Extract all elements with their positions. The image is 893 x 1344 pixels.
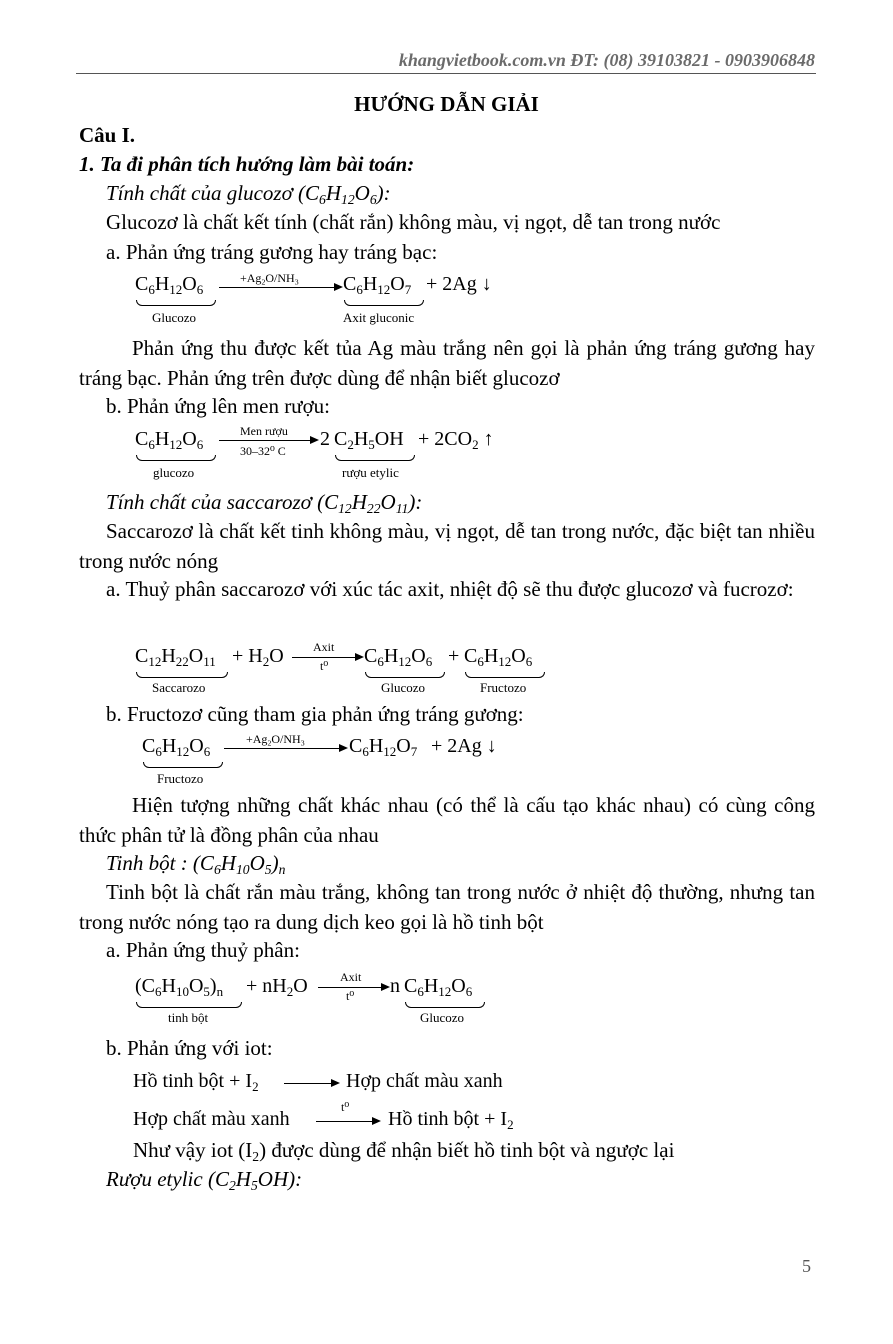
glucose-description: Glucozơ là chất kết tính (chất rắn) không màu, vị ngọt, dễ tan trong nước <box>106 210 721 234</box>
equation-product: $C_6H_{12}O_6$ <box>464 645 533 669</box>
underbrace <box>136 672 228 678</box>
equation-coefficient: 2 <box>320 428 330 450</box>
equation-label: Axit gluconic <box>343 310 415 325</box>
reaction-arrow <box>318 987 382 988</box>
equation-extra: + $2CO_2$ ↑ <box>418 428 494 452</box>
arrow-head <box>372 1117 381 1125</box>
reaction-arrow <box>316 1121 373 1122</box>
equation-label: Glucozo <box>152 310 197 325</box>
underbrace <box>335 455 415 461</box>
paragraph: Phản ứng thu được kết tủa Ag màu trắng nên gọi là phản ứng tráng gương hay tráng bạc. Phản ứng trên được dùng để nhận biết glucozơ <box>79 336 815 390</box>
equation-reactant: $C_6H_{12}O_6$ <box>135 428 204 452</box>
sucrose-heading: Tính chất của saccarozơ $(C_{12}H_{22}O_{11})$: <box>106 490 423 517</box>
equation-reactant: $C_6H_{12}O_6$ <box>135 273 204 297</box>
equation-reactant: $(C_6H_{10}O_5)_n$ <box>135 975 224 999</box>
equation-label: glucozo <box>153 465 195 480</box>
section-heading: Câu I. <box>79 123 136 147</box>
arrow-condition: t⁰ <box>341 1100 350 1114</box>
underbrace <box>405 1002 485 1008</box>
iodine-reverse-left: Hợp chất màu xanh <box>133 1108 290 1130</box>
equation-plus: + $nH_2O$ <box>246 975 308 999</box>
arrow-condition-top: Axit <box>340 970 362 984</box>
equation-label: Saccarozo <box>152 680 206 695</box>
arrow-head <box>381 983 390 991</box>
arrow-condition: $+Ag_2O/NH_3$ <box>246 732 305 748</box>
page-number: 5 <box>802 1256 811 1276</box>
isomer-paragraph: Hiện tượng những chất khác nhau (có thể là cấu tạo khác nhau) có cùng công thức phân tử là đồng phân của nhau <box>79 793 815 847</box>
iodine-reaction-left: Hồ tinh bột + $I_2$ <box>133 1070 259 1094</box>
arrow-condition: $+Ag_2O/NH_3$ <box>240 271 299 287</box>
arrow-head <box>334 283 343 291</box>
starch-reaction-b-label: b. Phản ứng với iot: <box>106 1036 273 1060</box>
equation-label: Glucozo <box>420 1010 465 1025</box>
glucose-heading: Tính chất của glucozơ $(C_6H_{12}O_6)$: <box>106 181 391 208</box>
starch-description: Tinh bột là chất rắn màu trắng, không tan trong nước ở nhiệt độ thường, nhưng tan trong nước nóng tạo ra dung dịch keo gọi là hồ tinh bột <box>79 880 815 934</box>
equation-product: $C_6H_{12}O_6$ <box>364 645 433 669</box>
glucose-reaction-b-label: b. Phản ứng lên men rượu: <box>106 394 331 418</box>
item-heading: 1. Ta đi phân tích hướng làm bài toán: <box>79 152 415 176</box>
underbrace <box>136 455 216 461</box>
underbrace <box>136 300 216 306</box>
equation-coefficient: n <box>390 975 400 997</box>
arrow-head <box>339 744 348 752</box>
underbrace <box>365 672 445 678</box>
starch-heading: Tinh bột : $(C_6H_{10}O_5)_n$ <box>106 851 286 878</box>
underbrace <box>143 762 223 768</box>
equation-product: $C_6H_{12}O_7$ <box>343 273 412 297</box>
underbrace <box>136 1002 242 1008</box>
equation-reactant: $C_{12}H_{22}O_{11}$ <box>135 645 216 669</box>
equation-label: rượu etylic <box>342 465 399 480</box>
equation-extra: + 2Ag ↓ <box>426 273 492 295</box>
arrow-condition-bottom: 30–32⁰ C <box>240 444 286 458</box>
equation-plus: + $H_2O$ <box>232 645 284 669</box>
underbrace <box>344 300 424 306</box>
equation-product: $C_6H_{12}O_7$ <box>349 735 418 759</box>
header-divider <box>76 73 816 74</box>
arrow-head <box>310 436 319 444</box>
glucose-reaction-a-label: a. Phản ứng tráng gương hay tráng bạc: <box>106 240 438 264</box>
underbrace <box>465 672 545 678</box>
iodine-reaction-right: Hợp chất màu xanh <box>346 1070 503 1092</box>
reaction-arrow <box>219 287 335 288</box>
arrow-condition-top: Axit <box>313 640 335 654</box>
equation-product: $C_6H_{12}O_6$ <box>404 975 473 999</box>
equation-label: Fructozo <box>157 771 204 786</box>
reaction-arrow <box>219 440 311 441</box>
arrow-condition-bottom: t⁰ <box>346 989 355 1003</box>
page-header: khangvietbook.com.vn ĐT: (08) 39103821 - 0903906848 <box>398 50 815 70</box>
starch-reaction-a-label: a. Phản ứng thuỷ phân: <box>106 938 300 962</box>
page-title: HƯỚNG DẪN GIẢI <box>354 92 539 116</box>
equation-extra: + 2Ag ↓ <box>431 735 497 757</box>
arrow-head <box>355 653 364 661</box>
sucrose-description: Saccarozơ là chất kết tinh không màu, vị ngọt, dễ tan trong nước, đặc biệt tan nhiều trong nước nóng <box>79 519 815 573</box>
arrow-head <box>331 1079 340 1087</box>
arrow-condition-bottom: t⁰ <box>320 659 329 673</box>
ethanol-heading: Rượu etylic $(C_2H_5OH)$: <box>106 1167 303 1194</box>
equation-plus: + <box>448 645 460 667</box>
sucrose-reaction-a: a. Thuỷ phân saccarozơ với xúc tác axit, nhiệt độ sẽ thu được glucozơ và fucrozơ: <box>106 577 794 601</box>
sucrose-reaction-b-label: b. Fructozơ cũng tham gia phản ứng tráng gương: <box>106 702 524 726</box>
equation-label: Glucozo <box>381 680 426 695</box>
equation-label: Fructozo <box>480 680 527 695</box>
reaction-arrow <box>292 657 356 658</box>
equation-product: $C_2H_5OH$ <box>334 428 404 452</box>
reaction-arrow <box>224 748 340 749</box>
equation-reactant: $C_6H_{12}O_6$ <box>142 735 211 759</box>
arrow-condition-top: Men rượu <box>240 424 288 438</box>
iodine-reverse-right: Hồ tinh bột + $I_2$ <box>388 1108 514 1132</box>
reaction-arrow <box>284 1083 332 1084</box>
iodine-conclusion: Như vậy iot $(I_2)$ được dùng để nhận biết hồ tinh bột và ngược lại <box>133 1138 675 1165</box>
equation-label: tinh bột <box>168 1010 209 1025</box>
